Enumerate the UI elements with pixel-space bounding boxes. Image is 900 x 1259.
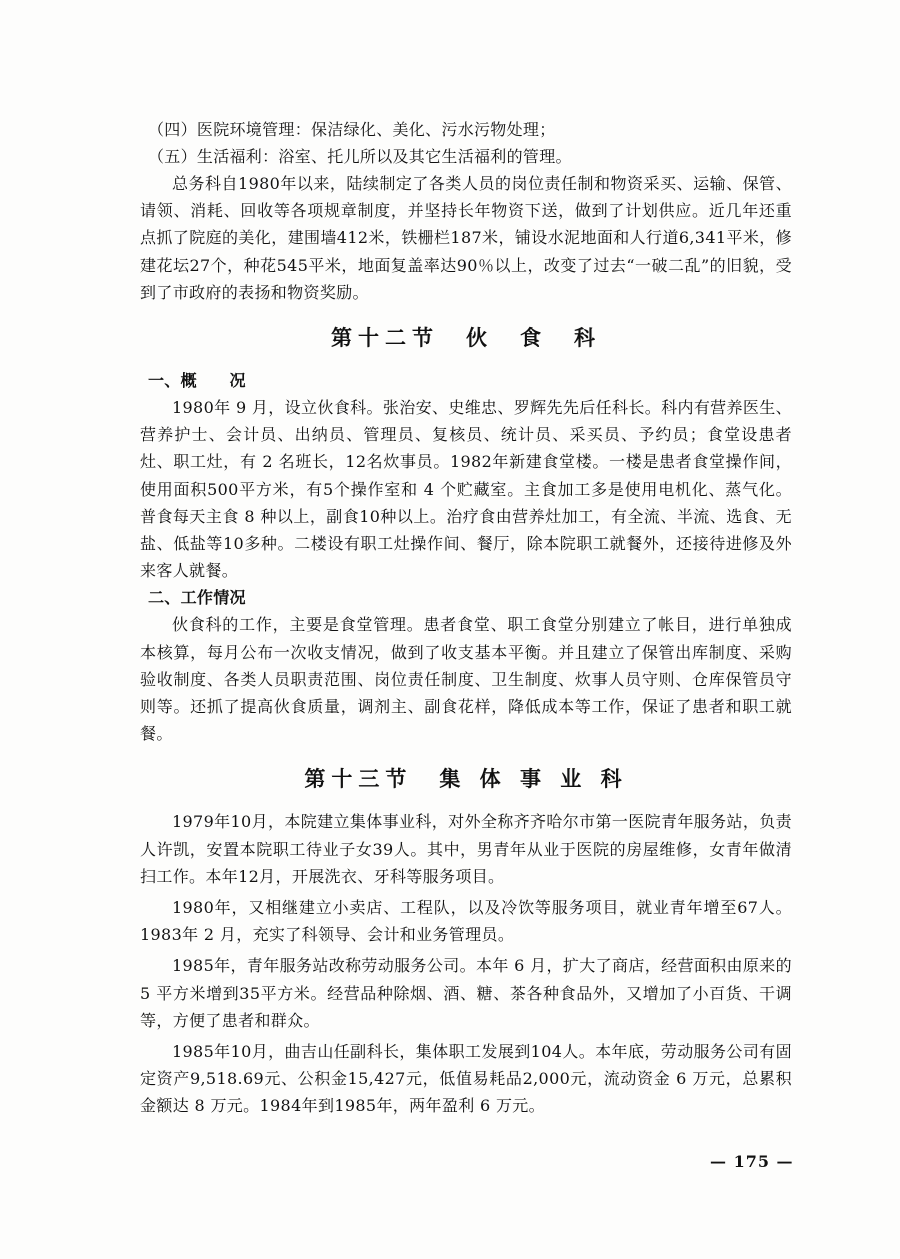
section-12-subheading-overview: 一、概 况	[148, 371, 246, 391]
section-13-title: 第十三节 集 体 事 业 科	[304, 766, 628, 792]
general-affairs-paragraph: 总务科自1980年以来，陆续制定了各类人员的岗位责任制和物资采买、运输、保管、请领、消耗、回收等各项规章制度，并坚持长年物资下送，做到了计划供应。近几年还重点抓了院庭的美化，建围墙412米，铁栅栏187米，铺设水泥地面和人行道6,341平米，修建花坛27个，种花545平米，地面复盖率达90％以上，改变了过去“一破二乱”的旧貌，受到了市政府的表扬和物资奖励。	[140, 174, 792, 302]
section-13-paragraph-2: 1980年，又相继建立小卖店、工程队，以及冷饮等服务项目，就业青年增至67人。1983年 2 月，充实了科领导、会计和业务管理员。	[140, 898, 792, 945]
env-item-4: （四）医院环境管理：保洁绿化、美化、污水污物处理；	[148, 120, 556, 139]
section-12-work-paragraph: 伙食科的工作，主要是食堂管理。患者食堂、职工食堂分别建立了帐目，进行单独成本核算，每月公布一次收支情况，做到了收支基本平衡。并且建立了保管出库制度、采购验收制度、各类人员职责范围、岗位责任制度、卫生制度、炊事人员守则、仓库保管员守则等。还抓了提高伙食质量，调剂主、副食花样，降低成本等工作，保证了患者和职工就餐。	[140, 615, 792, 744]
section-12-title: 第十二节 伙 食 科	[331, 325, 601, 351]
section-13-paragraph-4: 1985年10月，曲吉山任副科长，集体职工发展到104人。本年底，劳动服务公司有固定资产9,518.69元、公积金15,427元，低值易耗品2,000元，流动资金 6 万元，总累积金额达 8 万元。1984年到1985年，两年盈利 6 万元。	[140, 1042, 792, 1116]
page-number: — 175 —	[710, 1152, 794, 1171]
section-13-paragraph-1: 1979年10月，本院建立集体事业科，对外全称齐齐哈尔市第一医院青年服务站，负责人许凯，安置本院职工待业子女39人。其中，男青年从业于医院的房屋维修，女青年做清扫工作。本年12月，开展洗衣、牙科等服务项目。	[140, 812, 792, 886]
section-12-subheading-work: 二、工作情况	[148, 588, 246, 608]
section-12-overview-paragraph: 1980年 9 月，设立伙食科。张治安、史维忠、罗辉先先后任科长。科内有营养医生、营养护士、会计员、出纳员、管理员、复核员、统计员、采买员、予约员；食堂设患者灶、职工灶，有 2 名班长，12名炊事员。1982年新建食堂楼。一楼是患者食堂操作间，使用面积500平方米，有5个操作室和 4 个贮藏室。主食加工多是使用电机化、蒸气化。普食每天主食 8 种以上，副食10种以上。治疗食由营养灶加工，有全流、半流、选食、无盐、低盐等10多种。二楼设有职工灶操作间、餐厅，除本院职工就餐外，还接待进修及外来客人就餐。	[140, 398, 792, 581]
section-13-paragraph-3: 1985年，青年服务站改称劳动服务公司。本年 6 月，扩大了商店，经营面积由原来的 5 平方米增到35平方米。经营品种除烟、酒、糖、茶各种食品外，又增加了小百货、干调等，方便了患者和群众。	[140, 956, 792, 1030]
env-item-5: （五）生活福利：浴室、托儿所以及其它生活福利的管理。	[148, 147, 572, 166]
page-body	[140, 116, 792, 1120]
